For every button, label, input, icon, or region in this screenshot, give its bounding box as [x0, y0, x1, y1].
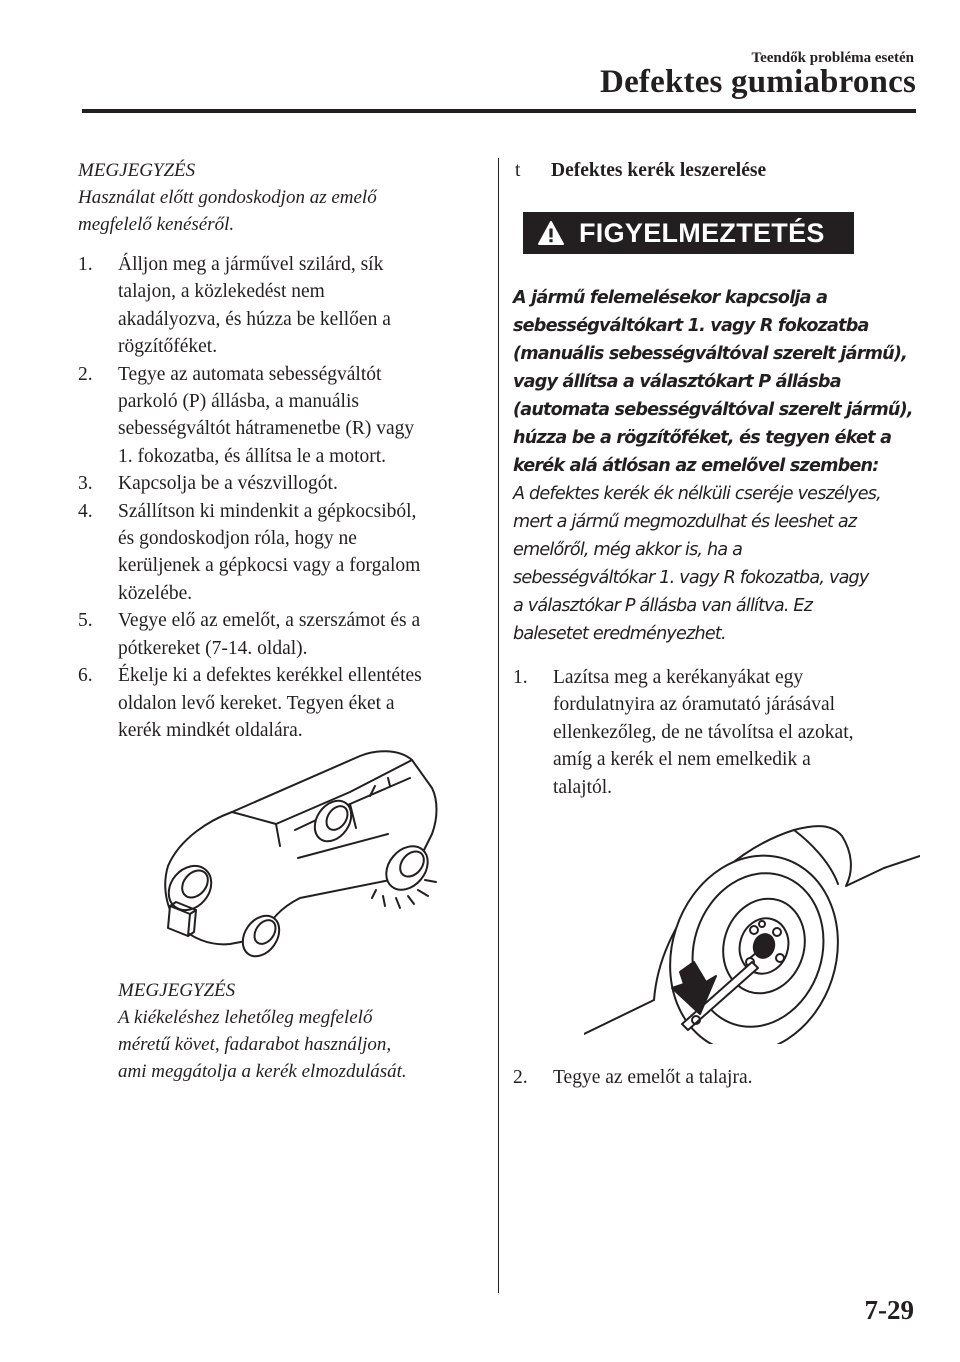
right-column [513, 158, 923, 801]
page-number: 7-29 [864, 1295, 914, 1325]
step-item: 5. Vegye elő az emelőt, a szerszámot és a pótkereket (7-14. oldal). [78, 610, 421, 659]
left-note-2 [78, 978, 478, 1085]
warning-label: FIGYELMEZTETÉS [579, 217, 825, 248]
step-item: 1. Álljon meg a járművel szilárd, sík talajon, a közlekedést nem akadályozva, és húzza be kellően a rögzítőféket. [78, 254, 391, 358]
step-item: 4. Szállítson ki mindenkit a gépkocsiból, és gondoskodjon róla, hogy ne kerüljenek a gépkocsi vagy a forgalom közelébe. [78, 500, 421, 604]
page-title: Defektes gumiabroncs [600, 64, 916, 100]
note-line: ami meggátolja a kerék elmozdulását. [118, 1061, 407, 1082]
left-column [78, 158, 478, 744]
note-line: A kiékeléshez lehetőleg megfelelő [118, 1007, 373, 1028]
step-item: 2. Tegye az emelőt a talajra. [513, 1067, 753, 1088]
warning-banner [523, 212, 854, 254]
section-heading [513, 158, 923, 184]
section-title: Defektes kerék leszerelése [551, 160, 767, 181]
note-line: megfelelő kenéséről. [78, 214, 235, 235]
warning-text: A jármű felemelésekor kapcsolja a sebességváltókart 1. vagy R fokozatba (manuális sebességváltóval szerelt jármű), vagy állítsa a választókart P állásba (automata sebességváltóval szerelt jármű), húzza be a rögzítőféket, és tegyen éket a kerék alá átlósan az emelővel szemben: A defektes kerék ék nélküli cseréje veszélyes, mert a jármű megmozdulhat és leeshet az emelőről, még akkor is, ha a sebességváltókar 1. vagy R fokozatba, vagy a választókar P állásba van állítva. Ez balesetet eredményezhet. [513, 288, 913, 644]
car-wheel-chock-illustration [150, 738, 450, 963]
column-divider [498, 158, 499, 1293]
warning-triangle-icon [523, 212, 579, 254]
section-header: Teendők probléma esetén [751, 50, 914, 66]
right-step-2 [513, 1064, 923, 1091]
note-line: Használat előtt gondoskodjon az emelő [78, 187, 377, 208]
step-item: 3. Kapcsolja be a vészvillogót. [78, 473, 338, 495]
step-item: 2. Tegye az automata sebességváltót parkoló (P) állásba, a manuális sebességváltót hátramenetbe (R) vagy 1. fokozatba, és állítsa le a motort. [78, 363, 415, 467]
wheel-lug-wrench-illustration [584, 812, 920, 1044]
note-heading: MEGJEGYZÉS [118, 980, 236, 1001]
procedure-steps-right-2 [513, 1064, 923, 1091]
section-bullet: t [515, 160, 521, 181]
note-heading: MEGJEGYZÉS [78, 160, 196, 181]
step-item: 1. Lazítsa meg a kerékanyákat egy fordulatnyira az óramutató járásával ellenkezőleg, de ne távolítsa el azokat, amíg a kerék el nem emelkedik a talajtól. [513, 667, 854, 798]
step-item: 6. Ékelje ki a defektes kerékkel ellentétes oldalon levő kereket. Tegyen éket a kerék mindkét oldalára. [78, 665, 422, 741]
procedure-steps [78, 251, 478, 744]
header-rule [82, 109, 916, 113]
procedure-steps-right [513, 664, 923, 801]
note-line: méretű követ, fadarabot használjon, [118, 1034, 392, 1055]
